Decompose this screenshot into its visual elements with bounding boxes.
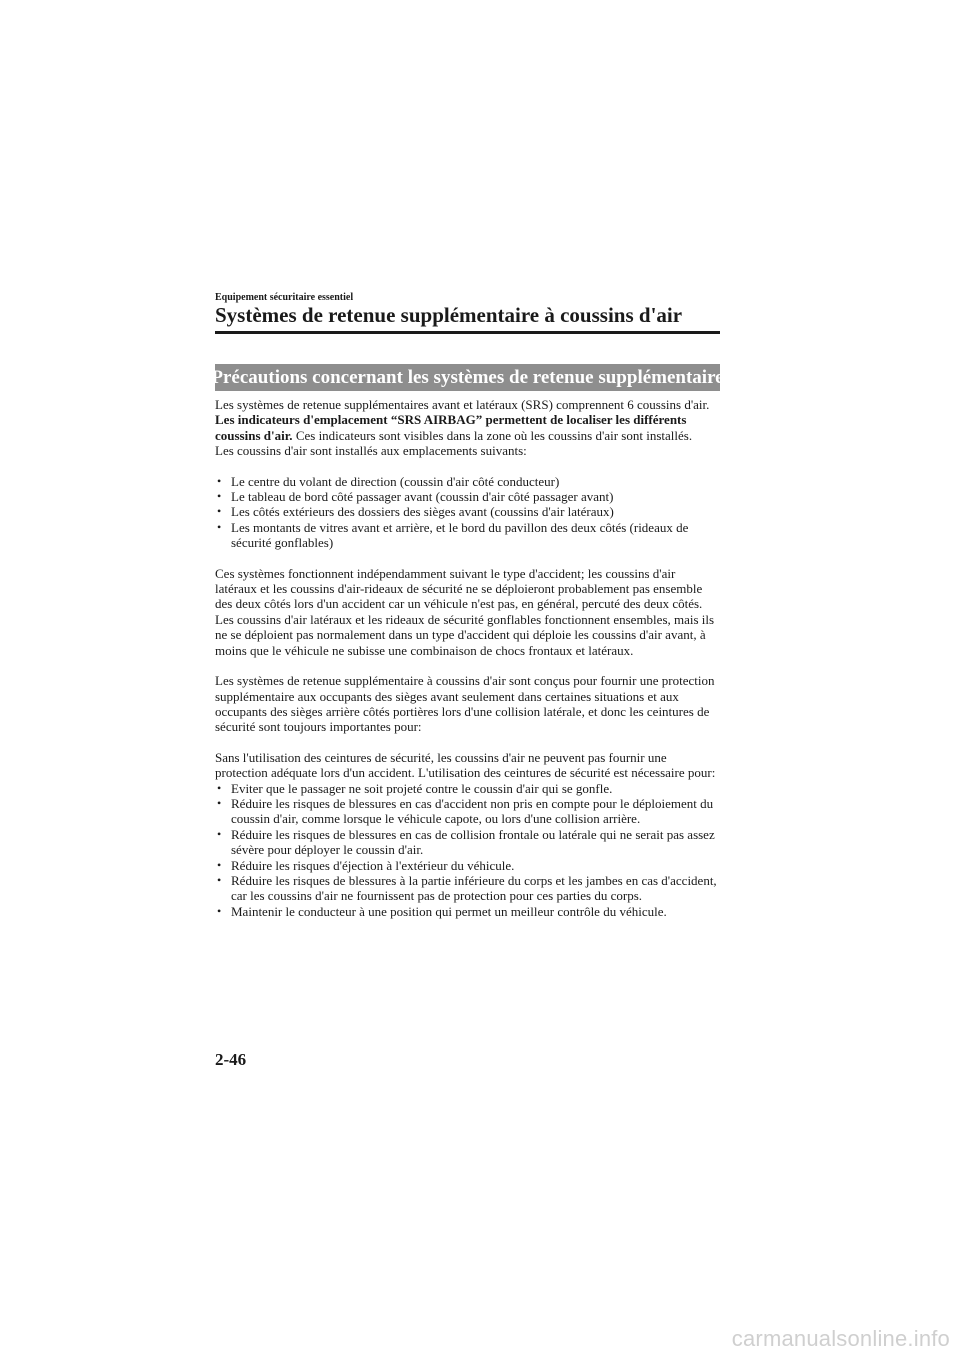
intro-bold-text: Les indicateurs d'emplacement “SRS AIRBAG” permettent de localiser les différents coussins d'air. bbox=[215, 412, 687, 443]
bullet-icon: • bbox=[217, 872, 222, 887]
precautions-banner bbox=[211, 364, 724, 391]
bullet-icon: • bbox=[217, 780, 222, 795]
bullet-icon: • bbox=[217, 473, 222, 488]
bullet-icon: • bbox=[217, 519, 222, 534]
list-item-text: Le tableau de bord côté passager avant (coussin d'air côté passager avant) bbox=[231, 489, 614, 505]
watermark: carmanualsonline.info bbox=[731, 1326, 950, 1351]
banner-title: Précautions concernant les systèmes de retenue supplémentaire bbox=[211, 366, 724, 388]
bullet-icon: • bbox=[217, 504, 222, 519]
list-item-text: Réduire les risques de blessures à la partie inférieure du corps et les jambes en cas d'accident, car les coussins d'air ne fournissent pas de protection pour ces parties du corps. bbox=[231, 872, 717, 904]
belts-paragraph: Sans l'utilisation des ceintures de sécurité, les coussins d'air ne peuvent pas fournir une protection adéquate lors d'un accident. L'utilisation des ceintures de sécurité est nécessaire pour: bbox=[215, 749, 716, 781]
list-item bbox=[215, 474, 720, 489]
design-paragraph: Les systèmes de retenue supplémentaire à coussins d'air sont conçus pour fournir une protection supplémentaire aux occupants des sièges avant seulement dans certaines situations et aux occupants des sièges arrière côtés portières lors d'une collision latérale, et donc les ceintures de sécurité sont toujours importantes pour: bbox=[215, 673, 715, 735]
list-item bbox=[215, 858, 720, 873]
list-item bbox=[215, 504, 720, 519]
list-item-text: Réduire les risques de blessures en cas de collision frontale ou latérale qui ne serait pas assez sévère pour déployer le coussin d'air. bbox=[231, 826, 715, 858]
page-number: 2-46 bbox=[215, 1050, 247, 1069]
intro-paragraph bbox=[215, 397, 720, 443]
list-item bbox=[215, 781, 720, 796]
bullet-icon: • bbox=[217, 795, 222, 810]
list-item bbox=[215, 489, 720, 504]
intro-locations-line: Les coussins d'air sont installés aux emplacements suivants: bbox=[215, 443, 527, 459]
operation-paragraph: Ces systèmes fonctionnent indépendamment suivant le type d'accident; les coussins d'air latéraux et les coussins d'air-rideaux de sécurité ne se déploieront probablement pas ensemble des deux côtés lors d'un accident car un véhicule n'est pas, en général, percuté des deux côtés. Les coussins d'air latéraux et les rideaux de sécurité gonflables fonctionnent ensembles, mais ils ne se déploient pas normalement dans un type d'accident qui déploie les coussins d'air avant, à moins que le véhicule ne subisse une combinaison de chocs frontaux et latéraux. bbox=[215, 565, 715, 658]
bullet-icon: • bbox=[217, 857, 222, 872]
list-item bbox=[215, 827, 720, 858]
section-label: Equipement sécuritaire essentiel bbox=[215, 292, 354, 303]
list-item bbox=[215, 873, 720, 904]
list-item-text: Maintenir le conducteur à une position qui permet un meilleur contrôle du véhicule. bbox=[231, 903, 667, 919]
list-item bbox=[215, 796, 720, 827]
locations-list bbox=[215, 474, 720, 551]
bullet-icon: • bbox=[217, 903, 222, 918]
list-item-text: Réduire les risques d'éjection à l'extérieur du véhicule. bbox=[231, 857, 515, 873]
list-item-text: Eviter que le passager ne soit projeté contre le coussin d'air qui se gonfle. bbox=[231, 780, 613, 796]
bullet-icon: • bbox=[217, 489, 222, 504]
list-item bbox=[215, 520, 720, 551]
reasons-list bbox=[215, 781, 720, 920]
page-body bbox=[215, 397, 720, 919]
list-item-text: Les montants de vitres avant et arrière, et le bord du pavillon des deux côtés (rideaux de sécurité gonflables) bbox=[231, 519, 689, 551]
chapter-title: Systèmes de retenue supplémentaire à coussins d'air bbox=[215, 303, 683, 327]
intro-text: Les systèmes de retenue supplémentaires avant et latéraux (SRS) comprennent 6 coussins d'air. bbox=[215, 397, 710, 412]
list-item-text: Le centre du volant de direction (coussin d'air côté conducteur) bbox=[231, 473, 560, 489]
intro-text-end: Ces indicateurs sont visibles dans la zone où les coussins d'air sont installés. bbox=[292, 427, 693, 443]
title-divider bbox=[215, 331, 720, 334]
list-item-text: Réduire les risques de blessures en cas d'accident non pris en compte pour le déploiement du coussin d'air, comme lorsque le véhicule capote, ou lors d'une collision arrière. bbox=[231, 795, 714, 827]
list-item-text: Les côtés extérieurs des dossiers des sièges avant (coussins d'air latéraux) bbox=[231, 504, 614, 520]
bullet-icon: • bbox=[217, 826, 222, 841]
list-item bbox=[215, 904, 720, 919]
